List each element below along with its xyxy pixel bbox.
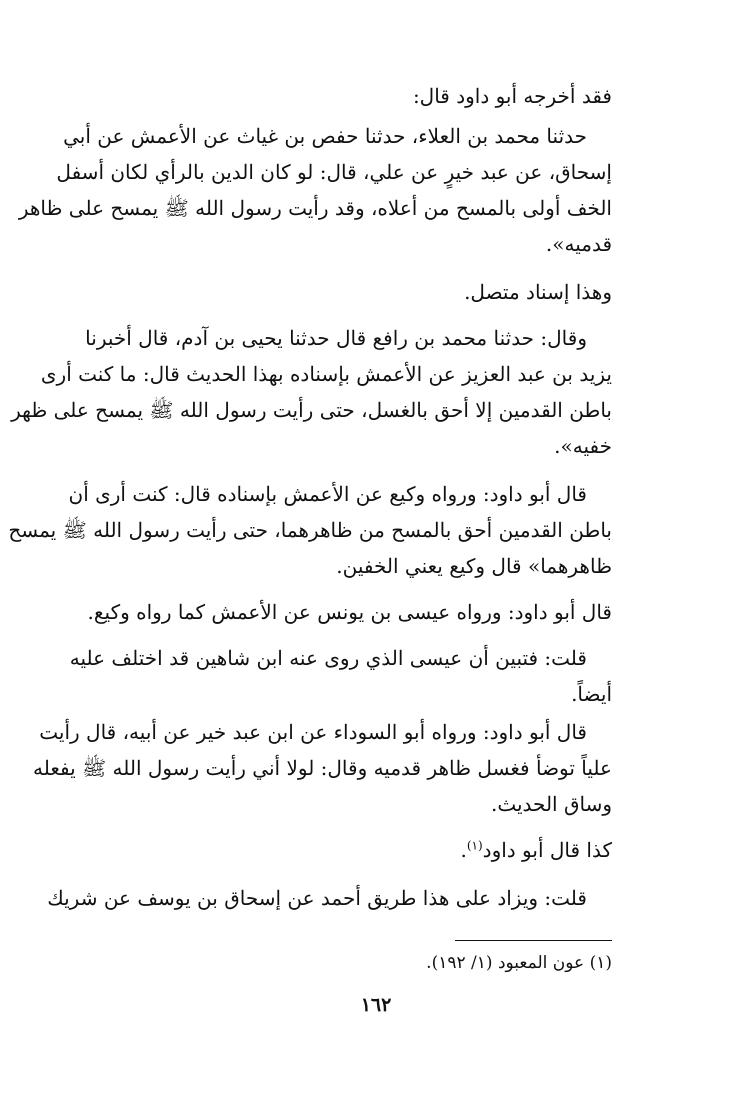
text-line: أيضاً.	[571, 682, 612, 706]
text-line: حدثنا محمد بن العلاء، حدثنا حفص بن غياث عن الأعمش عن أبي	[63, 124, 587, 148]
text-line: قال أبو داود: ورواه وكيع عن الأعمش بإسناده قال: كنت أرى أن	[68, 482, 587, 506]
text-line: علياً توضأ فغسل ظاهر قدميه وقال: لولا أني رأيت رسول الله ﷺ يفعله	[32, 756, 612, 780]
text-line: باطن القدمين إلا أحق بالغسل، حتى رأيت رسول الله ﷺ يمسح على ظهر	[11, 398, 612, 422]
footnote-reference[interactable]: (١)	[466, 838, 483, 853]
text-line: وهذا إسناد متصل.	[464, 280, 612, 304]
text-line: وساق الحديث.	[490, 792, 612, 816]
text-line: قلت: ويزاد على هذا طريق أحمد عن إسحاق بن يوسف عن شريك	[47, 886, 587, 910]
text-line: ظاهرهما» قال وكيع يعني الخفين.	[336, 554, 612, 578]
text-line	[460, 832, 612, 868]
text-line: وقال: حدثنا محمد بن رافع قال حدثنا يحيى بن آدم، قال أخبرنا	[85, 326, 587, 350]
text-line: إسحاق، عن عبد خيرٍ عن علي، قال: لو كان الدين بالرأي لكان أسفل	[56, 160, 612, 184]
text-line: خفيه».	[554, 434, 612, 458]
text-line: فقد أخرجه أبو داود قال:	[412, 84, 612, 108]
page-number: ١٦٢	[360, 994, 392, 1016]
text-line: قدميه».	[545, 232, 612, 256]
text-line: قلت: فتبين أن عيسى الذي روى عنه ابن شاهين قد اختلف عليه	[69, 646, 587, 670]
text-line: قال أبو داود: ورواه عيسى بن يونس عن الأعمش كما رواه وكيع.	[87, 600, 612, 624]
text-line: قال أبو داود: ورواه أبو السوداء عن ابن عبد خير عن أبيه، قال رأيت	[39, 720, 587, 744]
footnote-divider	[455, 940, 612, 941]
footnote: (١) عون المعبود (١/ ١٩٢).	[426, 953, 612, 973]
text-line: الخف أولى بالمسح من أعلاه، وقد رأيت رسول الله ﷺ يمسح على ظاهر	[18, 196, 612, 220]
text-line: باطن القدمين أحق بالمسح من ظاهرهما، حتى رأيت رسول الله ﷺ يمسح	[8, 518, 612, 542]
text-line-end: .	[460, 838, 467, 862]
text-line: يزيد بن عبد العزيز عن الأعمش بإسناده بهذا الحديث قال: ما كنت أرى	[40, 362, 612, 386]
text-line-content: كذا قال أبو داود	[482, 838, 612, 862]
